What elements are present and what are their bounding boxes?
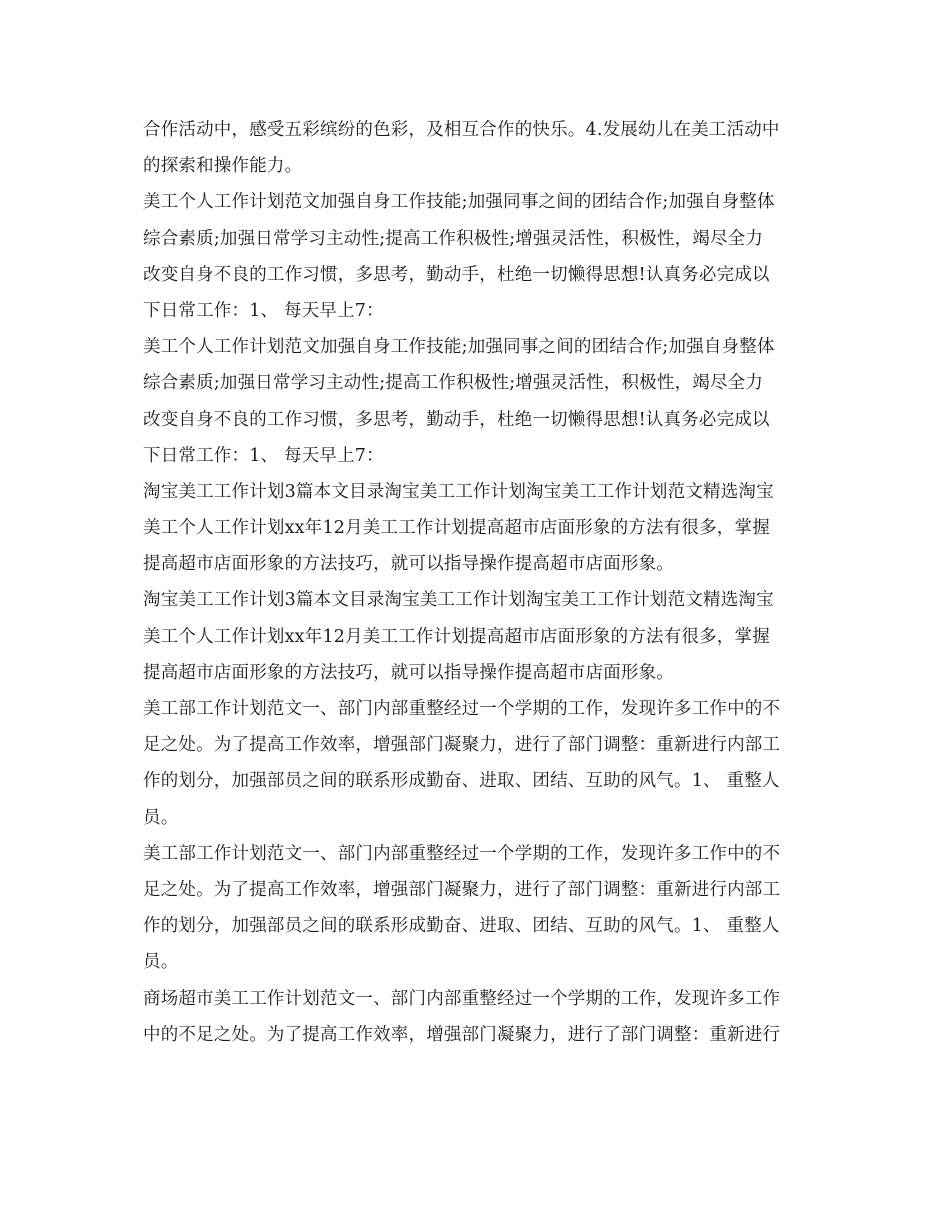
- text-line: 提高超市店面形象的方法技巧，就可以指导操作提高超市店面形象。: [143, 662, 674, 683]
- text-line: 合作活动中，感受五彩缤纷的色彩，及相互合作的快乐。4.发展幼儿在美工活动中: [143, 120, 780, 140]
- document-body: [143, 112, 811, 1053]
- text-line: 美工个人工作计划xx年12月美工工作计划提高超市店面形象的方法有很多，掌握: [143, 626, 770, 647]
- text-line: 淘宝美工工作计划3篇本文目录淘宝美工工作计划淘宝美工工作计划范文精选淘宝: [143, 481, 774, 502]
- text-line: 淘宝美工工作计划3篇本文目录淘宝美工工作计划淘宝美工工作计划范文精选淘宝: [143, 590, 774, 611]
- text-line: 综合素质;加强日常学习主动性;提高工作积极性;增强灵活性，积极性，竭尽全力: [143, 228, 764, 249]
- text-line: 下日常工作：1、 每天早上7：: [143, 445, 384, 466]
- text-line: 中的不足之处。为了提高工作效率，增强部门凝聚力，进行了部门调整：重新进行: [143, 1024, 781, 1045]
- text-line: 作的划分，加强部员之间的联系形成勤奋、进取、团结、互助的风气。1、 重整人: [143, 771, 780, 792]
- text-line: 员。: [143, 807, 179, 828]
- text-line: 员。: [143, 952, 179, 973]
- text-line: 美工部工作计划范文一、部门内部重整经过一个学期的工作，发现许多工作中的不: [143, 843, 781, 864]
- text-line: 提高超市店面形象的方法技巧，就可以指导操作提高超市店面形象。: [143, 554, 674, 575]
- text-line: 改变自身不良的工作习惯，多思考，勤动手，杜绝一切懒得思想!认真务必完成以: [143, 264, 770, 285]
- text-line: 下日常工作：1、 每天早上7：: [143, 300, 384, 321]
- text-line: 足之处。为了提高工作效率，增强部门凝聚力，进行了部门调整：重新进行内部工: [143, 879, 781, 900]
- text-line: 美工个人工作计划xx年12月美工工作计划提高超市店面形象的方法有很多，掌握: [143, 518, 770, 539]
- text-line: 美工个人工作计划范文加强自身工作技能;加强同事之间的团结合作;加强自身整体: [143, 192, 775, 213]
- text-line: 综合素质;加强日常学习主动性;提高工作积极性;增强灵活性，积极性，竭尽全力: [143, 373, 764, 394]
- text-line: 作的划分，加强部员之间的联系形成勤奋、进取、团结、互助的风气。1、 重整人: [143, 916, 780, 937]
- text-line: 足之处。为了提高工作效率，增强部门凝聚力，进行了部门调整：重新进行内部工: [143, 735, 781, 756]
- text-line: 美工部工作计划范文一、部门内部重整经过一个学期的工作，发现许多工作中的不: [143, 699, 781, 719]
- text-line: 改变自身不良的工作习惯，多思考，勤动手，杜绝一切懒得思想!认真务必完成以: [143, 409, 770, 430]
- text-line: 美工个人工作计划范文加强自身工作技能;加强同事之间的团结合作;加强自身整体: [143, 337, 775, 358]
- text-line: 商场超市美工工作计划范文一、部门内部重整经过一个学期的工作，发现许多工作: [143, 988, 781, 1009]
- text-line: 的探索和操作能力。: [143, 156, 303, 177]
